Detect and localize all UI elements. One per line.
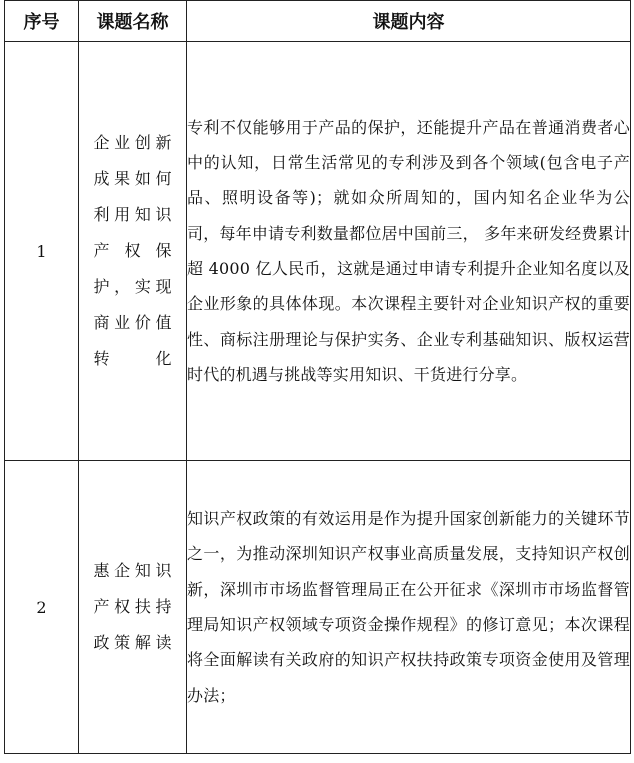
header-no: 序号	[5, 1, 79, 42]
course-table	[4, 0, 631, 754]
table-row	[5, 461, 631, 754]
course-title: 企业创新成果如何利用知识产权保护，实现商业价值转化	[93, 133, 172, 368]
course-description: 知识产权政策的有效运用是作为提升国家创新能力的关键环节之一，为推动深圳知识产权事业高质量发展，支持知识产权创新，深圳市市场监督管理局正在公开征求《深圳市市场监督管理局知识产权领域专项资金操作规程》的修订意见；本次课程将全面解读有关政府的知识产权扶持政策专项资金使用及管理办法；	[187, 461, 631, 754]
table-row	[5, 42, 631, 461]
header-row	[5, 1, 631, 42]
row-number: 2	[5, 461, 79, 754]
header-content: 课题内容	[187, 1, 631, 42]
course-title-cell	[79, 42, 187, 461]
row-number: 1	[5, 42, 79, 461]
header-name: 课题名称	[79, 1, 187, 42]
course-description: 专利不仅能够用于产品的保护，还能提升产品在普通消费者心中的认知，日常生活常见的专利涉及到各个领域(包含电子产品、照明设备等)；就如众所周知的，国内知名企业华为公司，每年申请专利数量都位居中国前三， 多年来研发经费累计超 4000 亿人民币，这就是通过申请专利提升企业知名度以及企业形象的具体体现。本次课程主要针对企业知识产权的重要性、商标注册理论与保护实务、企业专利基础知识、版权运营时代的机遇与挑战等实用知识、干货进行分享。	[187, 42, 631, 461]
course-title-cell	[79, 461, 187, 754]
course-title: 惠企知识产权扶持政策解读	[93, 561, 172, 652]
